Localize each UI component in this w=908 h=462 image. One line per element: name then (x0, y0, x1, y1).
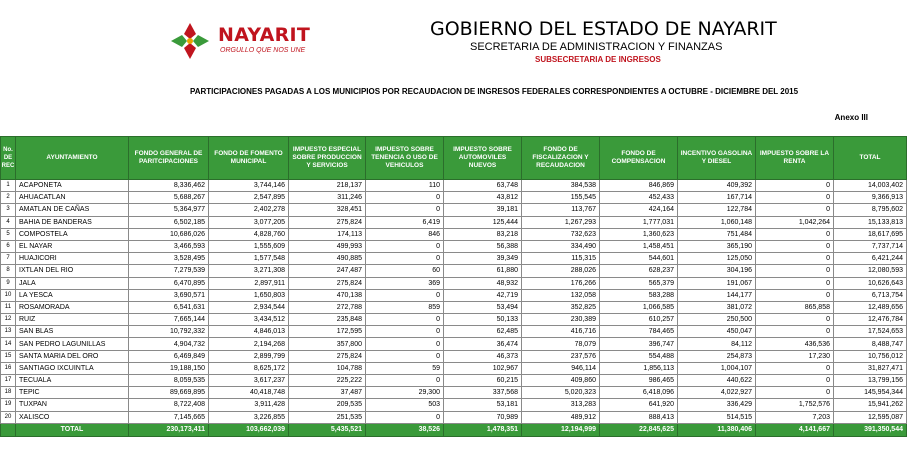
amount-cell: 846 (366, 228, 444, 240)
amount-cell: 29,300 (366, 387, 444, 399)
municipality-name: TECUALA (16, 375, 129, 387)
table-row (1, 277, 907, 289)
amount-cell: 1,777,031 (600, 216, 678, 228)
amount-cell: 18,617,695 (834, 228, 907, 240)
amount-cell: 3,434,512 (209, 314, 289, 326)
amount-cell: 334,490 (522, 240, 600, 252)
amount-cell: 336,429 (678, 399, 756, 411)
amount-cell: 235,848 (289, 314, 366, 326)
table-row (1, 338, 907, 350)
amount-cell: 209,535 (289, 399, 366, 411)
row-number: 19 (1, 399, 16, 411)
amount-cell: 104,788 (289, 362, 366, 374)
amount-cell: 56,388 (444, 240, 522, 252)
amount-cell: 59 (366, 362, 444, 374)
amount-cell: 490,885 (289, 253, 366, 265)
amount-cell: 499,993 (289, 240, 366, 252)
municipality-name: SANTA MARIA DEL ORO (16, 350, 129, 362)
amount-cell: 19,188,150 (129, 362, 209, 374)
amount-cell: 0 (756, 253, 834, 265)
amount-cell: 0 (756, 314, 834, 326)
row-number: 9 (1, 277, 16, 289)
amount-cell: 10,686,026 (129, 228, 209, 240)
amount-cell: 167,714 (678, 192, 756, 204)
municipality-name: BAHIA DE BANDERAS (16, 216, 129, 228)
total-cell: 103,662,039 (209, 423, 289, 436)
total-cell: 12,194,999 (522, 423, 600, 436)
amount-cell: 8,795,602 (834, 204, 907, 216)
amount-cell: 62,485 (444, 326, 522, 338)
amount-cell: 369 (366, 277, 444, 289)
amount-cell: 1,066,585 (600, 301, 678, 313)
amount-cell: 0 (366, 350, 444, 362)
row-number: 13 (1, 326, 16, 338)
amount-cell: 172,595 (289, 326, 366, 338)
amount-cell: 1,042,264 (756, 216, 834, 228)
amount-cell: 12,080,593 (834, 265, 907, 277)
amount-cell: 84,112 (678, 338, 756, 350)
amount-cell: 424,164 (600, 204, 678, 216)
column-header: IMPUESTO ESPECIAL SOBRE PRODUCCION Y SERVICIOS (289, 137, 366, 180)
row-number: 4 (1, 216, 16, 228)
municipality-name: XALISCO (16, 411, 129, 423)
amount-cell: 10,792,332 (129, 326, 209, 338)
secretaria-title: SECRETARIA DE ADMINISTRACION Y FINANZAS (470, 41, 723, 53)
amount-cell: 986,465 (600, 375, 678, 387)
amount-cell: 247,487 (289, 265, 366, 277)
amount-cell: 36,474 (444, 338, 522, 350)
amount-cell: 6,469,849 (129, 350, 209, 362)
amount-cell: 6,502,185 (129, 216, 209, 228)
amount-cell: 122,784 (678, 204, 756, 216)
subsecretaria-title: SUBSECRETARIA DE INGRESOS (535, 55, 661, 64)
amount-cell: 191,067 (678, 277, 756, 289)
amount-cell: 46,373 (444, 350, 522, 362)
amount-cell: 2,547,895 (209, 192, 289, 204)
nayarit-emblem-icon (170, 22, 210, 60)
table-row (1, 387, 907, 399)
amount-cell: 1,856,113 (600, 362, 678, 374)
municipality-name: SAN PEDRO LAGUNILLAS (16, 338, 129, 350)
row-number: 18 (1, 387, 16, 399)
amount-cell: 275,824 (289, 350, 366, 362)
amount-cell: 6,421,244 (834, 253, 907, 265)
amount-cell: 0 (366, 192, 444, 204)
amount-cell: 7,145,665 (129, 411, 209, 423)
total-cell: 5,435,521 (289, 423, 366, 436)
amount-cell: 176,266 (522, 277, 600, 289)
amount-cell: 70,989 (444, 411, 522, 423)
table-row (1, 265, 907, 277)
amount-cell: 251,535 (289, 411, 366, 423)
amount-cell: 0 (756, 277, 834, 289)
amount-cell: 440,622 (678, 375, 756, 387)
amount-cell: 0 (366, 314, 444, 326)
amount-cell: 859 (366, 301, 444, 313)
amount-cell: 489,912 (522, 411, 600, 423)
table-row (1, 204, 907, 216)
amount-cell: 125,444 (444, 216, 522, 228)
amount-cell: 42,719 (444, 289, 522, 301)
amount-cell: 1,004,107 (678, 362, 756, 374)
amount-cell: 544,601 (600, 253, 678, 265)
municipality-name: SAN BLAS (16, 326, 129, 338)
amount-cell: 0 (366, 338, 444, 350)
column-header: INCENTIVO GASOLINA Y DIESEL (678, 137, 756, 180)
amount-cell: 1,577,548 (209, 253, 289, 265)
amount-cell: 275,824 (289, 277, 366, 289)
amount-cell: 115,315 (522, 253, 600, 265)
amount-cell: 13,799,156 (834, 375, 907, 387)
amount-cell: 1,360,623 (600, 228, 678, 240)
table-row (1, 301, 907, 313)
amount-cell: 110 (366, 180, 444, 192)
amount-cell: 17,524,653 (834, 326, 907, 338)
amount-cell: 641,920 (600, 399, 678, 411)
column-header: IMPUESTO SOBRE AUTOMOVILES NUEVOS (444, 137, 522, 180)
municipality-name: SANTIAGO IXCUINTLA (16, 362, 129, 374)
amount-cell: 2,899,799 (209, 350, 289, 362)
amount-cell: 4,022,927 (678, 387, 756, 399)
table-row (1, 180, 907, 192)
amount-cell: 1,752,576 (756, 399, 834, 411)
amount-cell: 7,665,144 (129, 314, 209, 326)
municipality-name: AMATLAN DE CAÑAS (16, 204, 129, 216)
row-number: 10 (1, 289, 16, 301)
municipality-name: ACAPONETA (16, 180, 129, 192)
amount-cell: 0 (366, 289, 444, 301)
table-row (1, 192, 907, 204)
amount-cell: 470,138 (289, 289, 366, 301)
amount-cell: 3,911,428 (209, 399, 289, 411)
amount-cell: 1,267,293 (522, 216, 600, 228)
municipality-name: COMPOSTELA (16, 228, 129, 240)
amount-cell: 1,458,451 (600, 240, 678, 252)
amount-cell: 0 (366, 204, 444, 216)
row-number: 7 (1, 253, 16, 265)
table-row (1, 314, 907, 326)
row-number: 20 (1, 411, 16, 423)
amount-cell: 0 (756, 362, 834, 374)
amount-cell: 3,466,593 (129, 240, 209, 252)
amount-cell: 337,568 (444, 387, 522, 399)
municipality-name: AHUACATLAN (16, 192, 129, 204)
amount-cell: 174,113 (289, 228, 366, 240)
amount-cell: 8,625,172 (209, 362, 289, 374)
amount-cell: 0 (366, 253, 444, 265)
amount-cell: 10,626,643 (834, 277, 907, 289)
row-number: 14 (1, 338, 16, 350)
amount-cell: 2,194,268 (209, 338, 289, 350)
table-header-row (1, 137, 907, 180)
amount-cell: 4,828,760 (209, 228, 289, 240)
amount-cell: 1,060,148 (678, 216, 756, 228)
amount-cell: 6,419 (366, 216, 444, 228)
amount-cell: 311,246 (289, 192, 366, 204)
amount-cell: 416,716 (522, 326, 600, 338)
row-number: 17 (1, 375, 16, 387)
amount-cell: 0 (756, 204, 834, 216)
amount-cell: 10,756,012 (834, 350, 907, 362)
amount-cell: 37,487 (289, 387, 366, 399)
government-title: GOBIERNO DEL ESTADO DE NAYARIT (430, 18, 777, 40)
amount-cell: 145,954,344 (834, 387, 907, 399)
amount-cell: 409,392 (678, 180, 756, 192)
amount-cell: 39,349 (444, 253, 522, 265)
amount-cell: 2,934,544 (209, 301, 289, 313)
amount-cell: 61,880 (444, 265, 522, 277)
amount-cell: 0 (756, 326, 834, 338)
amount-cell: 6,713,754 (834, 289, 907, 301)
amount-cell: 751,484 (678, 228, 756, 240)
municipality-name: RUIZ (16, 314, 129, 326)
amount-cell: 436,536 (756, 338, 834, 350)
amount-cell: 396,747 (600, 338, 678, 350)
logo-tagline: ORGULLO QUE NOS UNE (220, 47, 306, 54)
amount-cell: 2,402,278 (209, 204, 289, 216)
column-header: IMPUESTO SOBRE LA RENTA (756, 137, 834, 180)
amount-cell: 0 (756, 192, 834, 204)
municipality-name: TEPIC (16, 387, 129, 399)
amount-cell: 288,026 (522, 265, 600, 277)
amount-cell: 888,413 (600, 411, 678, 423)
amount-cell: 7,737,714 (834, 240, 907, 252)
amount-cell: 610,257 (600, 314, 678, 326)
amount-cell: 9,366,913 (834, 192, 907, 204)
table-row (1, 411, 907, 423)
amount-cell: 40,418,748 (209, 387, 289, 399)
amount-cell: 554,488 (600, 350, 678, 362)
amount-cell: 503 (366, 399, 444, 411)
amount-cell: 17,230 (756, 350, 834, 362)
amount-cell: 304,196 (678, 265, 756, 277)
amount-cell: 6,418,096 (600, 387, 678, 399)
municipality-name: ROSAMORADA (16, 301, 129, 313)
amount-cell: 0 (366, 326, 444, 338)
amount-cell: 250,500 (678, 314, 756, 326)
table-row (1, 289, 907, 301)
column-header: FONDO DE FISCALIZACION Y RECAUDACION (522, 137, 600, 180)
amount-cell: 352,825 (522, 301, 600, 313)
amount-cell: 6,470,895 (129, 277, 209, 289)
amount-cell: 452,433 (600, 192, 678, 204)
amount-cell: 8,336,462 (129, 180, 209, 192)
amount-cell: 225,222 (289, 375, 366, 387)
amount-cell: 3,271,308 (209, 265, 289, 277)
amount-cell: 313,283 (522, 399, 600, 411)
amount-cell: 14,003,402 (834, 180, 907, 192)
amount-cell: 89,669,895 (129, 387, 209, 399)
amount-cell: 31,827,471 (834, 362, 907, 374)
amount-cell: 132,058 (522, 289, 600, 301)
amount-cell: 63,748 (444, 180, 522, 192)
table-row (1, 216, 907, 228)
total-cell: 22,845,625 (600, 423, 678, 436)
amount-cell: 60 (366, 265, 444, 277)
amount-cell: 565,379 (600, 277, 678, 289)
municipality-name: IXTLAN DEL RIO (16, 265, 129, 277)
amount-cell: 2,897,911 (209, 277, 289, 289)
amount-cell: 102,967 (444, 362, 522, 374)
total-row (1, 423, 907, 436)
total-cell: 38,526 (366, 423, 444, 436)
amount-cell: 0 (366, 375, 444, 387)
amount-cell: 0 (756, 265, 834, 277)
amount-cell: 5,364,977 (129, 204, 209, 216)
amount-cell: 409,860 (522, 375, 600, 387)
table-row (1, 362, 907, 374)
total-cell: 11,380,406 (678, 423, 756, 436)
amount-cell: 15,133,813 (834, 216, 907, 228)
logo-name: NAYARIT (218, 24, 311, 46)
amount-cell: 3,077,205 (209, 216, 289, 228)
amount-cell: 237,576 (522, 350, 600, 362)
table-row (1, 253, 907, 265)
column-header: FONDO DE COMPENSACION (600, 137, 678, 180)
amount-cell: 628,237 (600, 265, 678, 277)
amount-cell: 514,515 (678, 411, 756, 423)
table-body (1, 180, 907, 437)
amount-cell: 230,389 (522, 314, 600, 326)
amount-cell: 5,688,267 (129, 192, 209, 204)
amount-cell: 0 (756, 289, 834, 301)
amount-cell: 846,869 (600, 180, 678, 192)
anexo-label: Anexo III (834, 113, 868, 122)
amount-cell: 48,932 (444, 277, 522, 289)
municipality-name: JALA (16, 277, 129, 289)
amount-cell: 15,941,262 (834, 399, 907, 411)
amount-cell: 1,650,803 (209, 289, 289, 301)
amount-cell: 5,020,323 (522, 387, 600, 399)
amount-cell: 0 (756, 240, 834, 252)
amount-cell: 0 (756, 228, 834, 240)
amount-cell: 3,744,146 (209, 180, 289, 192)
amount-cell: 43,812 (444, 192, 522, 204)
amount-cell: 12,489,656 (834, 301, 907, 313)
amount-cell: 12,476,784 (834, 314, 907, 326)
amount-cell: 83,218 (444, 228, 522, 240)
amount-cell: 328,451 (289, 204, 366, 216)
amount-cell: 60,215 (444, 375, 522, 387)
amount-cell: 272,788 (289, 301, 366, 313)
amount-cell: 450,047 (678, 326, 756, 338)
amount-cell: 0 (366, 240, 444, 252)
total-cell (1, 423, 16, 436)
amount-cell: 3,226,855 (209, 411, 289, 423)
municipality-name: EL NAYAR (16, 240, 129, 252)
table-row (1, 326, 907, 338)
column-header: IMPUESTO SOBRE TENENCIA O USO DE VEHICULOS (366, 137, 444, 180)
amount-cell: 583,288 (600, 289, 678, 301)
amount-cell: 50,133 (444, 314, 522, 326)
municipality-name: HUAJICORI (16, 253, 129, 265)
row-number: 3 (1, 204, 16, 216)
amount-cell: 0 (366, 411, 444, 423)
amount-cell: 53,181 (444, 399, 522, 411)
amount-cell: 8,059,535 (129, 375, 209, 387)
table-row (1, 375, 907, 387)
amount-cell: 3,617,237 (209, 375, 289, 387)
amount-cell: 8,722,408 (129, 399, 209, 411)
amount-cell: 125,050 (678, 253, 756, 265)
amount-cell: 7,203 (756, 411, 834, 423)
amount-cell: 784,465 (600, 326, 678, 338)
amount-cell: 865,858 (756, 301, 834, 313)
amount-cell: 4,904,732 (129, 338, 209, 350)
column-header: No. DE REC (1, 137, 16, 180)
total-cell: 391,350,544 (834, 423, 907, 436)
amount-cell: 3,690,571 (129, 289, 209, 301)
column-header: AYUNTAMIENTO (16, 137, 129, 180)
total-cell: 1,478,351 (444, 423, 522, 436)
amount-cell: 0 (756, 375, 834, 387)
row-number: 6 (1, 240, 16, 252)
amount-cell: 365,190 (678, 240, 756, 252)
row-number: 11 (1, 301, 16, 313)
row-number: 15 (1, 350, 16, 362)
table-row (1, 399, 907, 411)
row-number: 16 (1, 362, 16, 374)
row-number: 2 (1, 192, 16, 204)
report-title: PARTICIPACIONES PAGADAS A LOS MUNICIPIOS POR RECAUDACION DE INGRESOS FEDERALES CORRESPONDIENTES A OCTUBRE - DICIEMBRE DEL 2015 (190, 87, 799, 96)
nayarit-logo (170, 20, 310, 60)
total-cell: 4,141,667 (756, 423, 834, 436)
column-header: TOTAL (834, 137, 907, 180)
amount-cell: 6,541,631 (129, 301, 209, 313)
amount-cell: 381,072 (678, 301, 756, 313)
column-header: FONDO DE FOMENTO MUNICIPAL (209, 137, 289, 180)
amount-cell: 155,545 (522, 192, 600, 204)
amount-cell: 144,177 (678, 289, 756, 301)
amount-cell: 357,800 (289, 338, 366, 350)
amount-cell: 254,873 (678, 350, 756, 362)
column-header: FONDO GENERAL DE PARITCIPACIONES (129, 137, 209, 180)
amount-cell: 384,538 (522, 180, 600, 192)
row-number: 5 (1, 228, 16, 240)
municipality-name: LA YESCA (16, 289, 129, 301)
amount-cell: 39,181 (444, 204, 522, 216)
total-cell: 230,173,411 (129, 423, 209, 436)
amount-cell: 1,555,609 (209, 240, 289, 252)
amount-cell: 732,623 (522, 228, 600, 240)
amount-cell: 218,137 (289, 180, 366, 192)
table-row (1, 228, 907, 240)
participaciones-table (0, 136, 907, 437)
row-number: 8 (1, 265, 16, 277)
amount-cell: 0 (756, 387, 834, 399)
municipality-name: TUXPAN (16, 399, 129, 411)
row-number: 12 (1, 314, 16, 326)
amount-cell: 8,488,747 (834, 338, 907, 350)
amount-cell: 53,494 (444, 301, 522, 313)
row-number: 1 (1, 180, 16, 192)
table-row (1, 240, 907, 252)
amount-cell: 0 (756, 180, 834, 192)
amount-cell: 12,595,087 (834, 411, 907, 423)
amount-cell: 113,767 (522, 204, 600, 216)
amount-cell: 3,528,495 (129, 253, 209, 265)
amount-cell: 4,846,013 (209, 326, 289, 338)
total-label: TOTAL (16, 423, 129, 436)
amount-cell: 78,079 (522, 338, 600, 350)
amount-cell: 275,824 (289, 216, 366, 228)
amount-cell: 946,114 (522, 362, 600, 374)
table-row (1, 350, 907, 362)
amount-cell: 7,279,539 (129, 265, 209, 277)
